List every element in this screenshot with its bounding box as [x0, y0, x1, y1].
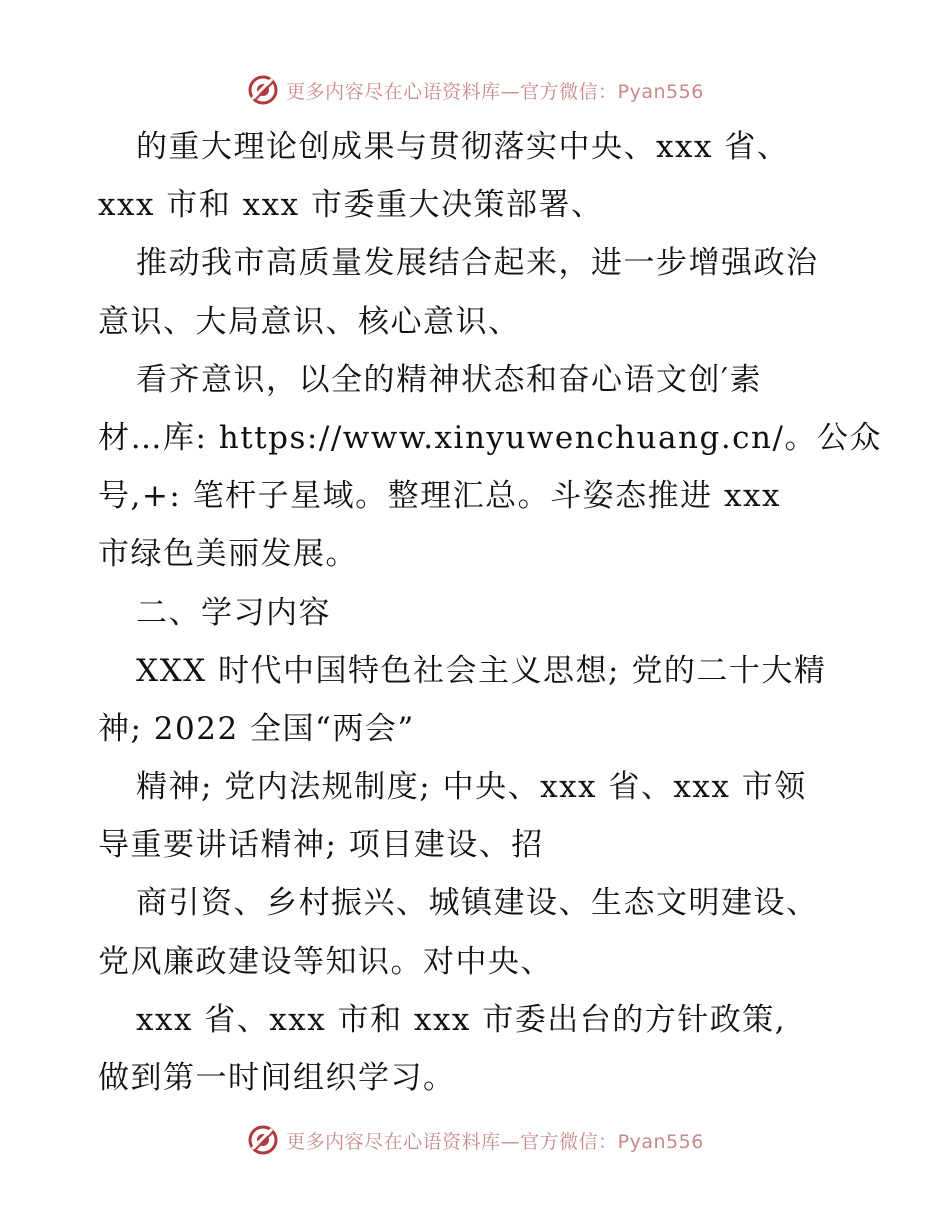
text-line: 精神; 党内法规制度; 中央、xxx 省、xxx 市领 [136, 769, 807, 806]
text-line: 商引资、乡村振兴、城镇建设、生态文明建设、 [136, 885, 819, 922]
logo-icon [246, 73, 280, 107]
logo-icon [246, 1123, 280, 1157]
text-line: 导重要讲话精神; 项目建设、招 [98, 827, 544, 864]
section-heading: 二、学习内容 [136, 594, 331, 631]
text-line: xxx 省、xxx 市和 xxx 市委出台的方针政策, [136, 1001, 787, 1038]
text-line: XXX 时代中国特色社会主义思想; 党的二十大精 [136, 652, 827, 689]
header-banner [0, 70, 950, 110]
header-banner-text: 更多内容尽在心语资料库—官方微信：Pyan556 [286, 80, 704, 103]
text-line: 材…库: https://www.xinyuwenchuang.cn/。公众 [98, 419, 882, 456]
text-line: 看齐意识，以全的精神状态和奋心语文创′素 [136, 361, 763, 398]
document-body [98, 118, 882, 1107]
text-line: 意识、大局意识、核心意识、 [98, 303, 521, 340]
footer-banner [0, 1120, 950, 1160]
text-line: xxx 市和 xxx 市委重大决策部署、 [98, 187, 604, 224]
text-line: 推动我市高质量发展结合起来，进一步增强政治 [136, 245, 819, 282]
text-line: 党风廉政建设等知识。对中央、 [98, 943, 553, 980]
text-line: 市绿色美丽发展。 [98, 536, 358, 573]
text-line: 号,+: 笔杆子星域。整理汇总。斗姿态推进 xxx [98, 478, 781, 515]
footer-banner-text: 更多内容尽在心语资料库—官方微信：Pyan556 [286, 1130, 704, 1153]
text-line: 神; 2022 全国“两会” [98, 710, 415, 747]
text-line: 的重大理论创成果与贯彻落实中央、xxx 省、 [136, 129, 790, 165]
text-line: 做到第一时间组织学习。 [98, 1060, 456, 1096]
